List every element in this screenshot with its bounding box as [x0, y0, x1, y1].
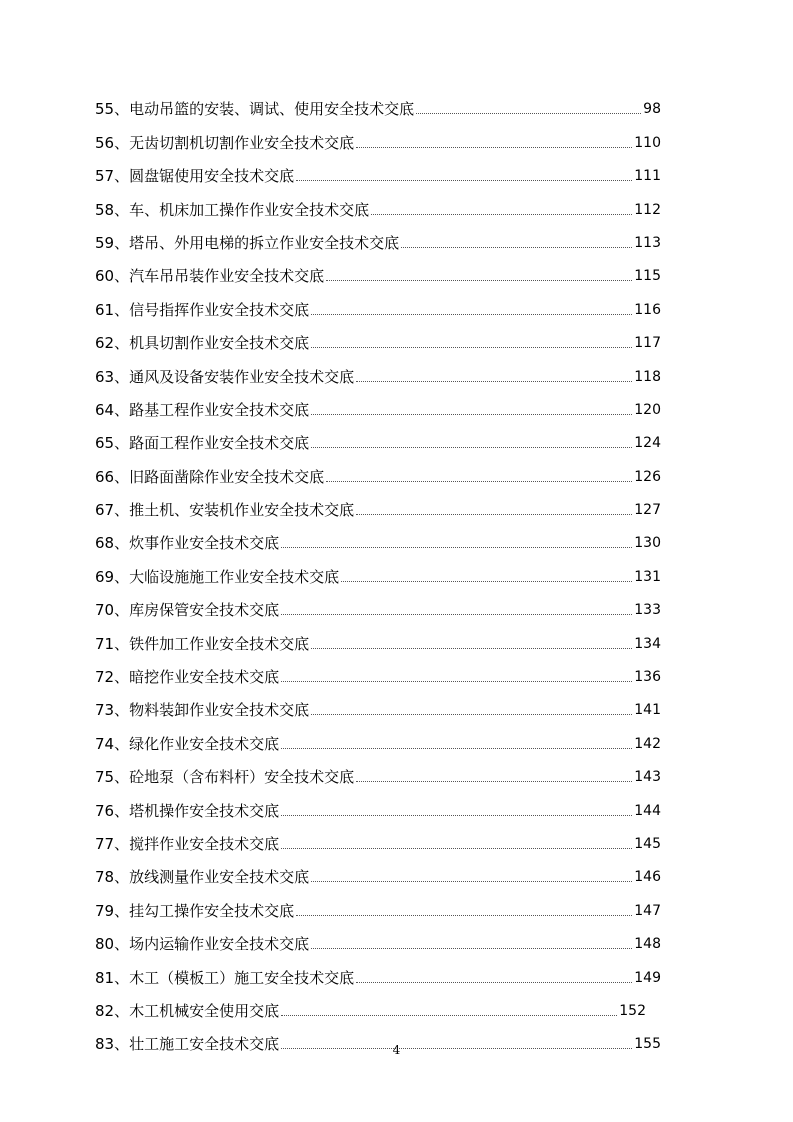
toc-entry-number: 68、 — [95, 534, 130, 553]
dot-leader — [356, 981, 632, 983]
toc-entry[interactable] — [95, 453, 661, 486]
dot-leader — [326, 480, 632, 482]
toc-entry-number: 58、 — [95, 200, 130, 219]
toc-entry[interactable] — [95, 553, 661, 586]
toc-entry-number: 82、 — [95, 1001, 130, 1020]
toc-entry-number: 63、 — [95, 367, 130, 386]
toc-entry-page: 152 — [619, 1002, 646, 1019]
dot-leader — [311, 446, 632, 448]
toc-entry-page: 118 — [634, 368, 661, 385]
dot-leader — [356, 780, 632, 782]
toc-entry-page: 115 — [634, 268, 661, 285]
toc-entry[interactable] — [95, 921, 661, 954]
toc-entry-number: 73、 — [95, 701, 130, 720]
toc-entry-title: 暗挖作业安全技术交底 — [129, 668, 280, 687]
dot-leader — [401, 246, 632, 248]
dot-leader — [311, 413, 632, 415]
toc-entry-page: 110 — [634, 134, 661, 151]
toc-entry-title: 物料装卸作业安全技术交底 — [129, 701, 310, 720]
toc-entry-number: 80、 — [95, 935, 130, 954]
dot-leader — [341, 580, 632, 582]
toc-entry-number: 79、 — [95, 901, 130, 920]
toc-entry-page: 149 — [634, 969, 661, 986]
dot-leader — [371, 213, 632, 215]
dot-leader — [281, 613, 632, 615]
toc-entry-title: 挂勾工操作安全技术交底 — [129, 901, 295, 920]
dot-leader — [281, 747, 632, 749]
toc-entry[interactable] — [95, 654, 661, 687]
dot-leader — [311, 647, 632, 649]
toc-entry-number: 83、 — [95, 1035, 130, 1054]
dot-leader — [281, 1014, 617, 1016]
toc-entry[interactable] — [95, 153, 661, 186]
dot-leader — [356, 146, 632, 148]
toc-entry-page: 111 — [634, 168, 661, 185]
toc-entry-number: 70、 — [95, 601, 130, 620]
toc-entry-number: 56、 — [95, 133, 130, 152]
toc-entry[interactable] — [95, 887, 661, 920]
toc-entry[interactable] — [95, 420, 661, 453]
toc-entry-page: 148 — [634, 936, 661, 953]
toc-entry-title: 放线测量作业安全技术交底 — [129, 868, 310, 887]
toc-entry-page: 127 — [634, 502, 661, 519]
dot-leader — [416, 112, 641, 114]
toc-entry-page: 145 — [634, 835, 661, 852]
toc-entry-number: 59、 — [95, 233, 130, 252]
toc-entry-page: 117 — [634, 335, 661, 352]
toc-entry-title: 木工（模板工）施工安全技术交底 — [129, 968, 355, 987]
toc-entry-title: 圆盘锯使用安全技术交底 — [129, 167, 295, 186]
dot-leader — [281, 680, 632, 682]
toc-entry-number: 67、 — [95, 501, 130, 520]
dot-leader — [296, 914, 632, 916]
toc-entry-number: 66、 — [95, 467, 130, 486]
dot-leader — [281, 546, 632, 548]
toc-entry-title: 木工机械安全使用交底 — [129, 1001, 280, 1020]
toc-entry-title: 壮工施工安全技术交底 — [129, 1035, 280, 1054]
toc-entry-title: 路面工程作业安全技术交底 — [129, 434, 310, 453]
table-of-contents — [95, 86, 661, 1054]
toc-entry-title: 机具切割作业安全技术交底 — [129, 334, 310, 353]
dot-leader — [311, 713, 632, 715]
toc-entry-page: 120 — [634, 401, 661, 418]
toc-entry-page: 116 — [634, 301, 661, 318]
toc-entry-page: 143 — [634, 769, 661, 786]
toc-entry-page: 142 — [634, 735, 661, 752]
toc-entry-number: 57、 — [95, 167, 130, 186]
toc-entry-number: 61、 — [95, 300, 130, 319]
toc-entry[interactable] — [95, 320, 661, 353]
toc-entry-page: 112 — [634, 201, 661, 218]
toc-entry-title: 绿化作业安全技术交底 — [129, 734, 280, 753]
toc-entry-title: 铁件加工作业安全技术交底 — [129, 634, 310, 653]
toc-entry-page: 141 — [634, 702, 661, 719]
toc-entry[interactable] — [95, 520, 661, 553]
dot-leader — [311, 313, 632, 315]
toc-entry-number: 69、 — [95, 567, 130, 586]
toc-entry[interactable] — [95, 687, 661, 720]
toc-entry[interactable] — [95, 253, 661, 286]
toc-entry-page: 124 — [634, 435, 661, 452]
toc-entry[interactable] — [95, 487, 661, 520]
toc-entry-title: 路基工程作业安全技术交底 — [129, 400, 310, 419]
toc-entry-page: 113 — [634, 234, 661, 251]
toc-entry-number: 74、 — [95, 734, 130, 753]
toc-entry-title: 场内运输作业安全技术交底 — [129, 935, 310, 954]
toc-entry-page: 126 — [634, 468, 661, 485]
toc-entry-page: 146 — [634, 869, 661, 886]
toc-entry-title: 电动吊篮的安装、调试、使用安全技术交底 — [129, 100, 415, 119]
toc-entry-title: 塔吊、外用电梯的拆立作业安全技术交底 — [129, 233, 400, 252]
dot-leader — [281, 814, 632, 816]
toc-entry-page: 147 — [634, 902, 661, 919]
toc-entry[interactable] — [95, 387, 661, 420]
toc-entry-number: 55、 — [95, 100, 130, 119]
toc-entry-page: 144 — [634, 802, 661, 819]
page-number: 4 — [392, 1043, 401, 1057]
toc-entry-number: 71、 — [95, 634, 130, 653]
toc-entry[interactable] — [95, 353, 661, 386]
toc-entry-page: 155 — [634, 1036, 661, 1053]
dot-leader — [311, 346, 632, 348]
toc-entry-number: 75、 — [95, 768, 130, 787]
toc-entry-title: 无齿切割机切割作业安全技术交底 — [129, 133, 355, 152]
dot-leader — [281, 847, 632, 849]
toc-entry-page: 134 — [634, 635, 661, 652]
toc-entry-page: 98 — [643, 101, 661, 118]
toc-entry[interactable] — [95, 86, 661, 119]
toc-entry[interactable] — [95, 854, 661, 887]
toc-entry-number: 77、 — [95, 834, 130, 853]
toc-entry-page: 133 — [634, 602, 661, 619]
toc-entry-title: 塔机操作安全技术交底 — [129, 801, 280, 820]
toc-entry-number: 81、 — [95, 968, 130, 987]
toc-entry[interactable] — [95, 988, 646, 1021]
toc-entry[interactable] — [95, 220, 661, 253]
toc-entry[interactable] — [95, 821, 661, 854]
toc-entry-page: 131 — [634, 568, 661, 585]
toc-entry-number: 60、 — [95, 267, 130, 286]
toc-entry-number: 62、 — [95, 334, 130, 353]
toc-entry[interactable] — [95, 286, 661, 319]
toc-entry[interactable] — [95, 186, 661, 219]
dot-leader — [311, 947, 632, 949]
toc-entry-number: 72、 — [95, 668, 130, 687]
toc-entry-page: 136 — [634, 669, 661, 686]
toc-entry-title: 搅拌作业安全技术交底 — [129, 834, 280, 853]
toc-entry[interactable] — [95, 720, 661, 753]
toc-entry-page: 130 — [634, 535, 661, 552]
dot-leader — [296, 179, 632, 181]
toc-entry-title: 汽车吊吊装作业安全技术交底 — [129, 267, 325, 286]
toc-entry-number: 78、 — [95, 868, 130, 887]
toc-entry-number: 65、 — [95, 434, 130, 453]
dot-leader — [326, 279, 632, 281]
toc-entry-number: 64、 — [95, 400, 130, 419]
dot-leader — [356, 513, 632, 515]
toc-entry[interactable] — [95, 787, 661, 820]
toc-entry-number: 76、 — [95, 801, 130, 820]
dot-leader — [356, 380, 632, 382]
toc-entry-title: 大临设施施工作业安全技术交底 — [129, 567, 340, 586]
toc-entry[interactable] — [95, 954, 661, 987]
toc-entry-title: 旧路面凿除作业安全技术交底 — [129, 467, 325, 486]
toc-entry[interactable] — [95, 119, 661, 152]
toc-entry-title: 通风及设备安装作业安全技术交底 — [129, 367, 355, 386]
toc-entry-title: 信号指挥作业安全技术交底 — [129, 300, 310, 319]
toc-entry-title: 砼地泵（含布料杆）安全技术交底 — [129, 768, 355, 787]
toc-entry-title: 车、机床加工操作作业安全技术交底 — [129, 200, 370, 219]
toc-entry-title: 库房保管安全技术交底 — [129, 601, 280, 620]
toc-entry[interactable] — [95, 754, 661, 787]
toc-entry[interactable] — [95, 587, 661, 620]
toc-entry-title: 推土机、安装机作业安全技术交底 — [129, 501, 355, 520]
toc-entry-title: 炊事作业安全技术交底 — [129, 534, 280, 553]
toc-entry[interactable] — [95, 620, 661, 653]
dot-leader — [311, 880, 632, 882]
